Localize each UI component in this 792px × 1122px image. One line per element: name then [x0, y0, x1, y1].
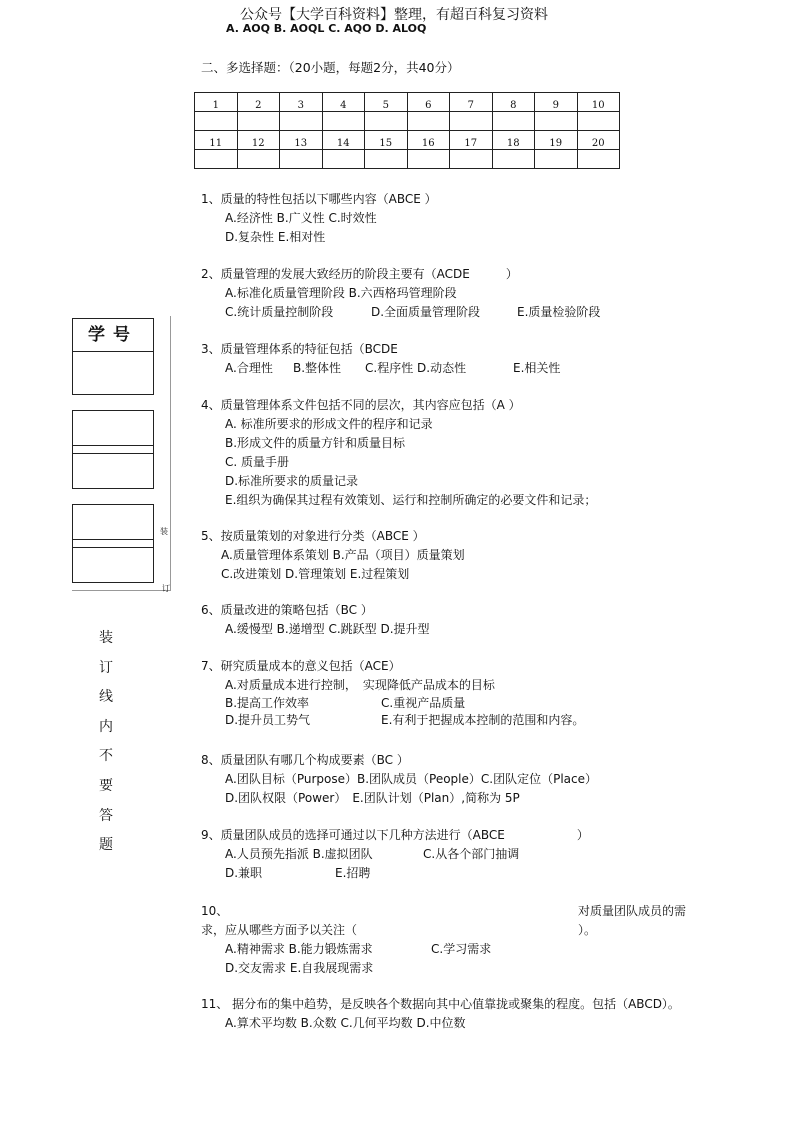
question-stem: 6、质量改进的策略包括（BC ） [201, 603, 373, 617]
question-4 [201, 396, 596, 510]
answer-number: 11 [195, 131, 238, 150]
options-line [201, 546, 465, 565]
options-line [201, 303, 600, 322]
info-box[interactable] [72, 445, 154, 489]
previous-answer-options: A. AOQ B. AOQL C. AQO D. ALOQ [226, 22, 427, 35]
options-line [201, 845, 589, 864]
option-text: E.招聘 [335, 866, 371, 880]
warning-char: 答 [99, 807, 113, 824]
question-stem: 3、质量管理体系的特征包括（BCDE [201, 342, 398, 356]
option-text: D.提升员工势气 [225, 713, 311, 727]
answer-blank[interactable] [492, 112, 535, 131]
answer-number: 19 [535, 131, 578, 150]
question-8 [201, 751, 597, 808]
question-stem: 9、质量团队成员的选择可通过以下几种方法进行（ABCE ） [201, 828, 589, 842]
answer-number: 16 [407, 131, 450, 150]
answer-blank[interactable] [577, 112, 620, 131]
question-5 [201, 527, 465, 584]
options-line [201, 711, 584, 729]
answer-blank[interactable] [407, 150, 450, 169]
warning-char: 装 [99, 630, 113, 646]
option-text: C.重视产品质量 [381, 696, 466, 710]
option-text: D.全面质量管理阶段 [371, 305, 481, 319]
option-text: B.整体性 [293, 361, 342, 375]
binding-line-mark: 订 [162, 584, 170, 593]
answer-number: 7 [450, 93, 493, 112]
answer-number: 3 [280, 93, 323, 112]
question-stem-continued: 求，应从哪些方面予以关注（ [201, 923, 358, 937]
options-line [201, 864, 589, 883]
answer-number: 13 [280, 131, 323, 150]
options-line [201, 359, 560, 378]
options-line [201, 695, 584, 711]
answer-blank-row [195, 112, 620, 131]
question-stem: 4、质量管理体系文件包括不同的层次，其内容应包括（A ） [201, 398, 521, 412]
binding-line-bottom [72, 590, 171, 591]
options-line [201, 491, 596, 510]
options-line [201, 789, 597, 808]
answer-blank[interactable] [450, 150, 493, 169]
option-text: D.兼职 [225, 866, 263, 880]
question-11 [201, 995, 680, 1033]
answer-blank[interactable] [365, 150, 408, 169]
option-text: D.复杂性 E.相对性 [225, 230, 326, 244]
options-line [201, 1014, 680, 1033]
answer-number: 4 [322, 93, 365, 112]
question-3 [201, 340, 560, 378]
option-text: B.形成文件的质量方针和质量目标 [225, 436, 406, 450]
answer-number: 12 [237, 131, 280, 150]
options-line [201, 676, 584, 695]
answer-table [194, 92, 620, 169]
answer-blank[interactable] [492, 150, 535, 169]
option-text: E.有利于把握成本控制的范围和内容。 [381, 713, 585, 727]
answer-number: 2 [237, 93, 280, 112]
question-10 [201, 902, 701, 978]
section-title: 二、多选择题：（20小题，每题2分，共40分） [201, 60, 460, 75]
answer-number: 14 [322, 131, 365, 150]
option-text: A.精神需求 B.能力锻炼需求 [225, 942, 373, 956]
answer-blank[interactable] [535, 150, 578, 169]
option-text: A. 标准所要求的形成文件的程序和记录 [225, 417, 433, 431]
option-text: A.标准化质量管理阶段 B.六西格玛管理阶段 [225, 286, 457, 300]
answer-blank[interactable] [322, 112, 365, 131]
question-stem-close: ）。 [578, 923, 597, 937]
options-line [201, 959, 701, 978]
option-text: A.对质量成本进行控制， 实现降低产品成本的目标 [225, 678, 495, 692]
option-text: D.团队权限（Power） E.团队计划（Plan）,简称为 5P [225, 791, 520, 805]
answer-number: 9 [535, 93, 578, 112]
warning-char: 题 [99, 837, 113, 854]
answer-number: 1 [195, 93, 238, 112]
option-text: A.质量管理体系策划 B.产品（项目）质量策划 [221, 548, 465, 562]
answer-number: 8 [492, 93, 535, 112]
option-text: A.团队目标（Purpose）B.团队成员（People）C.团队定位（Place） [225, 772, 597, 786]
answer-number: 18 [492, 131, 535, 150]
answer-blank[interactable] [577, 150, 620, 169]
question-stem-right: 对质量团队成员的需 [578, 904, 687, 918]
answer-blank[interactable] [237, 112, 280, 131]
warning-char: 订 [99, 659, 113, 676]
answer-number: 15 [365, 131, 408, 150]
option-text: C.学习需求 [431, 942, 492, 956]
options-line [201, 209, 437, 228]
question-stem-row [201, 921, 701, 940]
options-line [201, 565, 465, 584]
answer-number: 5 [365, 93, 408, 112]
question-6 [201, 601, 430, 639]
page-header: 公众号【大学百科资料】整理，有超百科复习资料 [240, 7, 548, 23]
question-stem: 1、质量的特性包括以下哪些内容（ABCE ） [201, 192, 437, 206]
warning-char: 要 [99, 777, 113, 794]
question-stem: 2、质量管理的发展大致经历的阶段主要有（ACDE ） [201, 267, 518, 281]
options-line [201, 453, 596, 472]
option-text: C. 质量手册 [225, 455, 290, 469]
answer-number: 17 [450, 131, 493, 150]
option-text: A.合理性 [225, 361, 273, 375]
info-box[interactable] [72, 539, 154, 583]
answer-number: 20 [577, 131, 620, 150]
answer-blank[interactable] [237, 150, 280, 169]
answer-blank[interactable] [322, 150, 365, 169]
binding-line [170, 316, 171, 590]
question-stem: 11、 据分布的集中趋势，是反映各个数据向其中心值靠拢或聚集的程度。包括（ABCD）。 [201, 997, 680, 1011]
question-stem: 7、研究质量成本的意义包括（ACE） [201, 659, 401, 673]
option-text: C.程序性 D.动态性 [365, 361, 467, 375]
options-line [201, 434, 596, 453]
answer-blank[interactable] [450, 112, 493, 131]
student-number-label: 学号 [72, 318, 154, 352]
warning-char: 线 [99, 689, 113, 706]
options-line [201, 228, 437, 247]
options-line [201, 415, 596, 434]
options-line [201, 940, 701, 959]
answer-blank[interactable] [535, 112, 578, 131]
option-text: C.改进策划 D.管理策划 E.过程策划 [221, 567, 410, 581]
option-text: A.缓慢型 B.递增型 C.跳跃型 D.提升型 [225, 622, 430, 636]
option-text: A.算术平均数 B.众数 C.几何平均数 D.中位数 [225, 1016, 466, 1030]
option-text: E.相关性 [513, 361, 561, 375]
option-text: E.组织为确保其过程有效策划、运行和控制所确定的必要文件和记录； [225, 493, 597, 507]
binding-mark: 装 [160, 527, 168, 536]
answer-blank[interactable] [280, 112, 323, 131]
option-text: C.从各个部门抽调 [423, 847, 520, 861]
options-line [201, 284, 600, 303]
question-stem: 10、 [201, 904, 229, 918]
answer-number-row [195, 93, 620, 112]
option-text: A.经济性 B.广义性 C.时效性 [225, 211, 377, 225]
option-text: C.统计质量控制阶段 [225, 305, 334, 319]
answer-blank[interactable] [365, 112, 408, 131]
student-number-box[interactable] [72, 351, 154, 395]
option-text: D.标准所要求的质量记录 [225, 474, 359, 488]
question-1 [201, 190, 437, 247]
answer-blank[interactable] [195, 150, 238, 169]
question-stem: 8、质量团队有哪几个构成要素（BC ） [201, 753, 409, 767]
question-7 [201, 657, 584, 729]
options-line [201, 770, 597, 789]
answer-number-row [195, 131, 620, 150]
question-stem-row [201, 902, 701, 921]
option-text: D.交友需求 E.自我展现需求 [225, 961, 374, 975]
answer-blank[interactable] [195, 112, 238, 131]
warning-char: 不 [99, 748, 113, 765]
option-text: E.质量检验阶段 [517, 305, 601, 319]
warning-char: 内 [99, 718, 113, 735]
answer-number: 10 [577, 93, 620, 112]
options-line [201, 472, 596, 491]
question-9 [201, 826, 589, 883]
question-stem: 5、按质量策划的对象进行分类（ABCE ） [201, 529, 425, 543]
options-line [201, 620, 430, 639]
answer-blank[interactable] [407, 112, 450, 131]
answer-blank[interactable] [280, 150, 323, 169]
question-2 [201, 265, 600, 322]
option-text: B.提高工作效率 [225, 696, 310, 710]
option-text: A.人员预先指派 B.虚拟团队 [225, 847, 373, 861]
binding-warning [98, 624, 114, 861]
answer-blank-row [195, 150, 620, 169]
answer-number: 6 [407, 93, 450, 112]
